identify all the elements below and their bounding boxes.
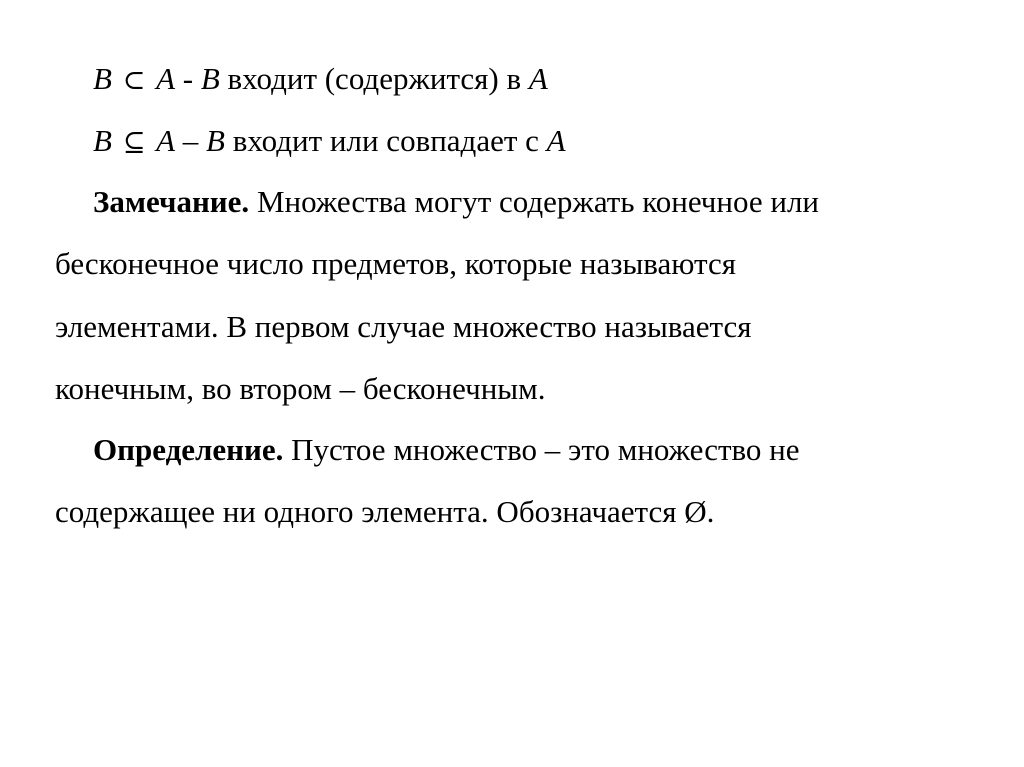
var-a: A [156,61,175,96]
remark-line-4: конечным, во втором – бесконечным. [55,371,546,406]
definition-line-1 [93,430,800,470]
subset-eq-description: входит или совпадает с [224,123,547,158]
subset-definition-line [93,59,548,101]
var-a: A [156,123,175,158]
remark-text: Множества могут содержать конечное или [249,184,820,219]
var-a: A [528,61,548,96]
subset-eq-symbol: ⊆ [122,127,146,158]
subset-description: входит (содержится) в [219,61,529,96]
remark-line-2: бесконечное число предметов, которые называются [55,246,736,281]
var-b: B [206,123,225,158]
remark-label: Замечание. [93,184,250,219]
remark-line-1 [93,182,819,222]
definition-label: Определение. [93,432,284,467]
definition-text: Пустое множество – это множество не [283,432,800,467]
dash: - [175,61,201,96]
var-b: B [200,61,220,96]
definition-line-2: содержащее ни одного элемента. Обозначается Ø. [55,494,715,529]
var-b: B [93,61,112,96]
subset-eq-definition-line [93,121,566,163]
dash: – [175,123,206,158]
var-b: B [93,123,112,158]
subset-symbol: ⊂ [122,65,146,96]
remark-line-3: элементами. В первом случае множество называется [55,309,752,344]
var-a: A [546,123,566,158]
